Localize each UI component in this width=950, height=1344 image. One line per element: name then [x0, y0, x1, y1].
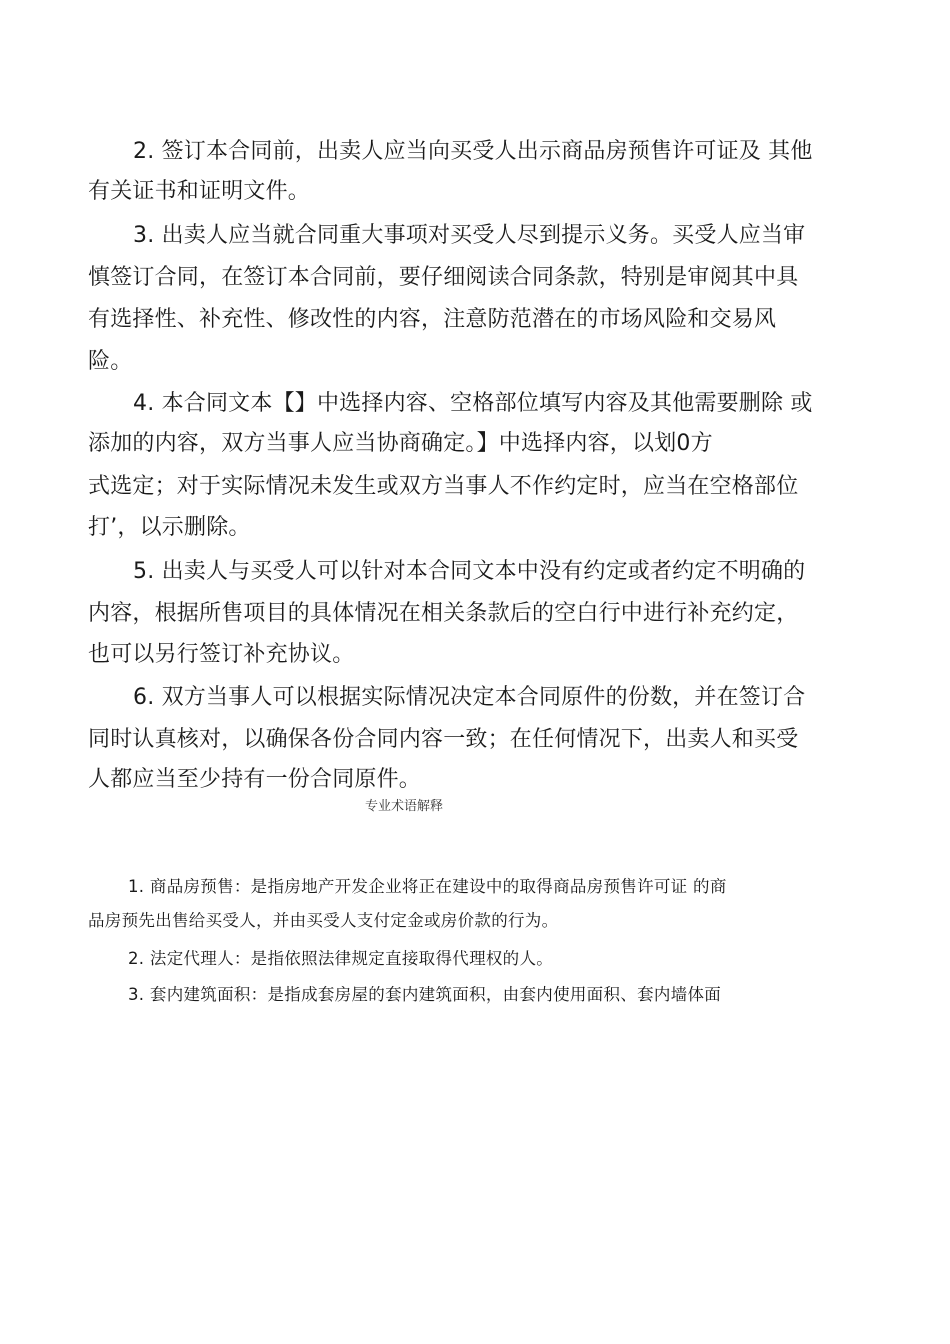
glossary-term-2-line-1: 2. 法定代理人：是指依照法律规定直接取得代理权的人。	[128, 949, 554, 968]
note-2-line-1: 2. 签订本合同前，出卖人应当向买受人出示商品房预售许可证及 其他	[133, 139, 813, 164]
note-6-line-2: 同时认真核对，以确保各份合同内容一致；在任何情况下，出卖人和买受	[88, 727, 799, 752]
glossary-term-3-line-1: 3. 套内建筑面积：是指成套房屋的套内建筑面积，由套内使用面积、套内墙体面	[128, 985, 722, 1004]
note-2-line-2: 有关证书和证明文件。	[88, 179, 311, 204]
note-3-line-2: 慎签订合同，在签订本合同前，要仔细阅读合同条款，特别是审阅其中具	[88, 265, 799, 290]
note-3-line-1: 3. 出卖人应当就合同重大事项对买受人尽到提示义务。买受人应当审	[133, 223, 806, 248]
glossary-term-1-line-2: 品房预先出售给买受人，并由买受人支付定金或房价款的行为。	[88, 911, 559, 930]
note-6-line-1: 6. 双方当事人可以根据实际情况决定本合同原件的份数，并在签订合	[133, 685, 806, 710]
note-5-line-1: 5. 出卖人与买受人可以针对本合同文本中没有约定或者约定不明确的	[133, 559, 806, 584]
note-4-line-2: 添加的内容，双方当事人应当协商确定。】中选择内容，以划0方	[88, 431, 713, 456]
note-5-line-3: 也可以另行签订补充协议。	[88, 642, 355, 667]
note-4-line-1: 4. 本合同文本【】中选择内容、空格部位填写内容及其他需要删除 或	[133, 391, 813, 416]
note-5-line-2: 内容，根据所售项目的具体情况在相关条款后的空白行中进行补充约定，	[88, 601, 799, 626]
note-4-line-4: 打’，以示删除。	[88, 515, 251, 540]
glossary-title: 专业术语解释	[365, 799, 444, 814]
glossary-term-1-line-1: 1. 商品房预售：是指房地产开发企业将正在建设中的取得商品房预售许可证 的商	[128, 877, 727, 896]
note-4-line-3: 式选定；对于实际情况未发生或双方当事人不作约定时，应当在空格部位	[88, 474, 799, 499]
note-3-line-4: 险。	[88, 349, 133, 374]
note-6-line-3: 人都应当至少持有一份合同原件。	[88, 767, 422, 792]
note-3-line-3: 有选择性、补充性、修改性的内容，注意防范潜在的市场风险和交易风	[88, 307, 777, 332]
